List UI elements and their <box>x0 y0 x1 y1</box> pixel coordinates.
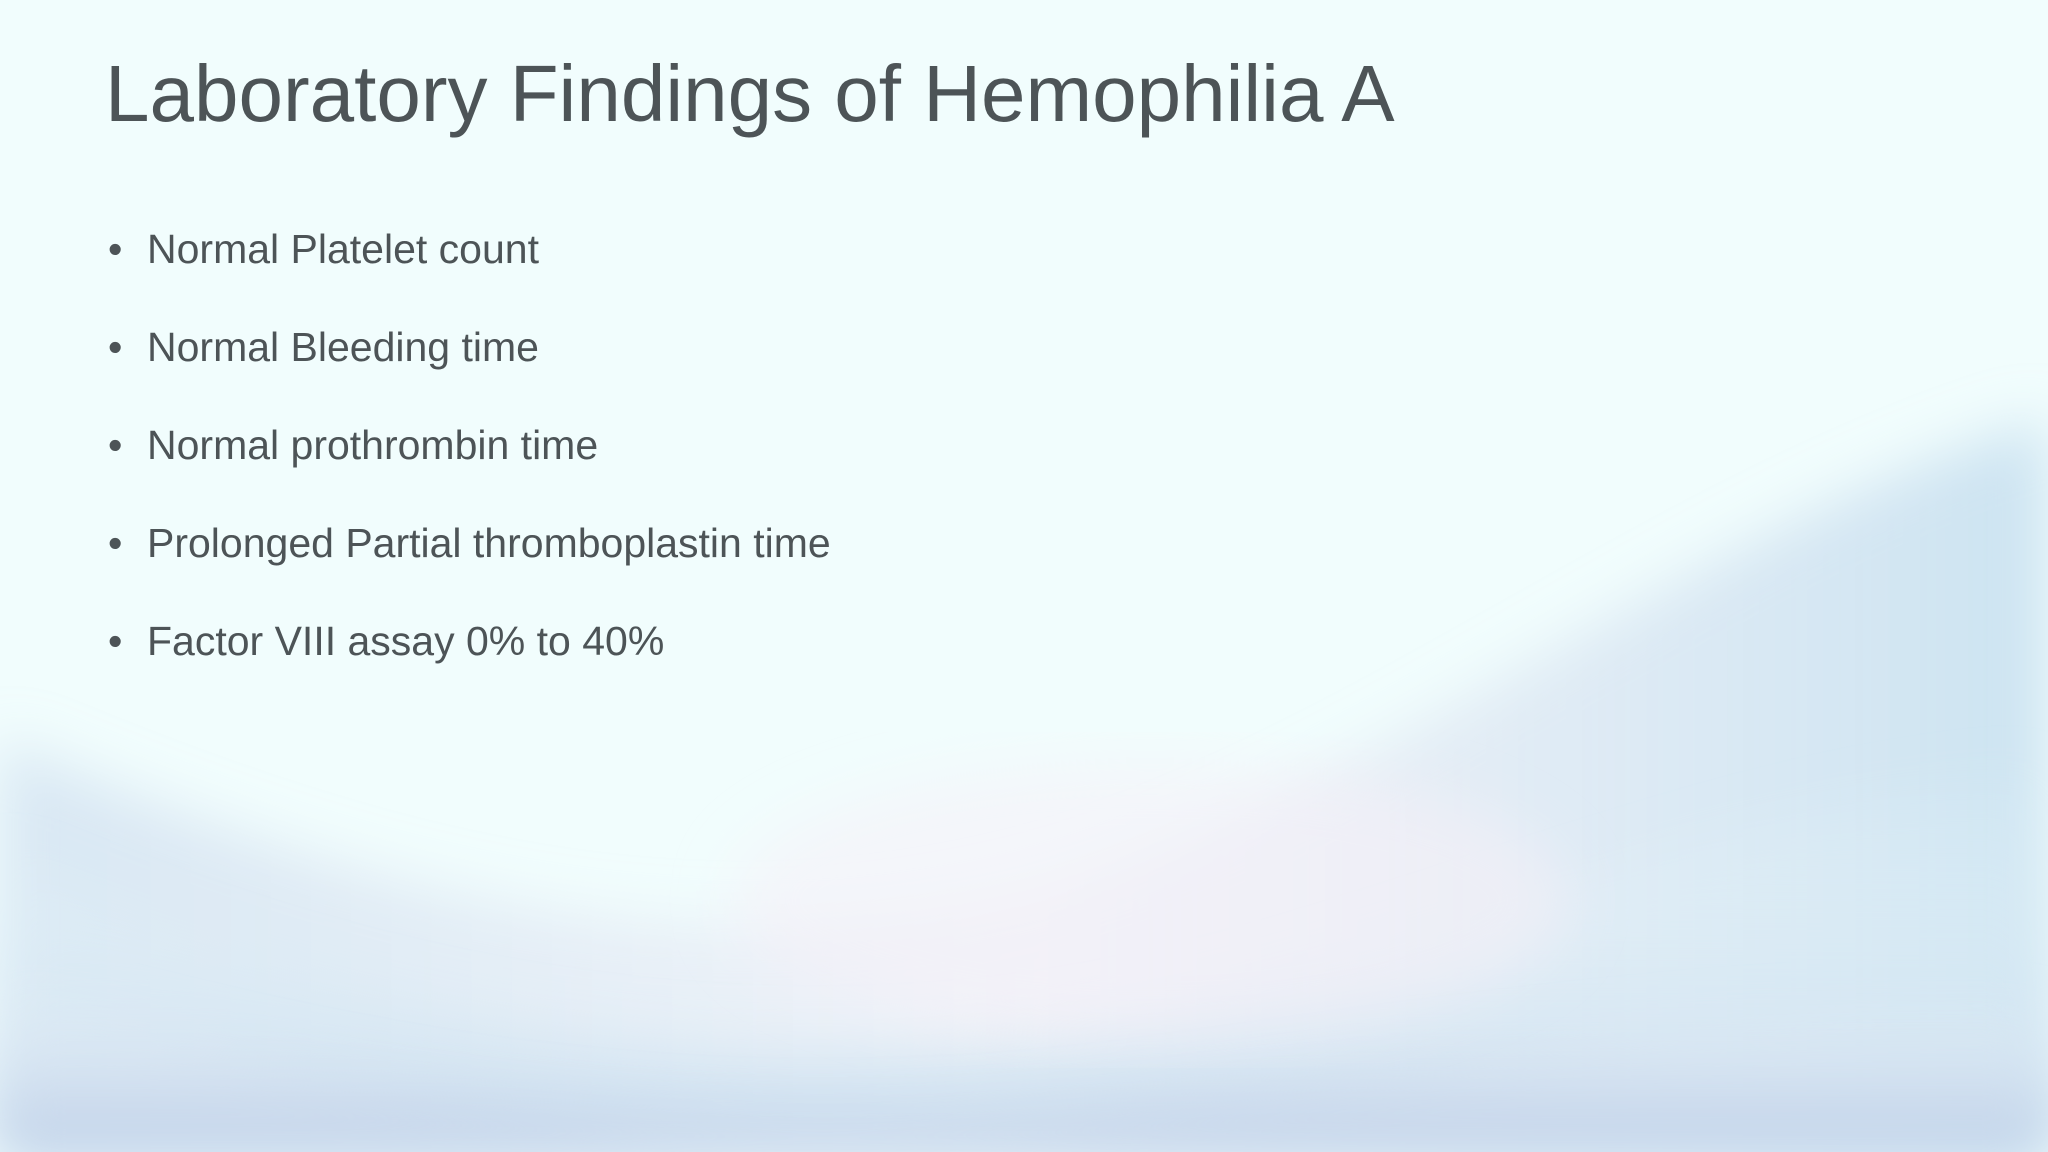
bullet-dot-icon: • <box>108 618 123 664</box>
wave-highlight <box>730 760 1570 1040</box>
bullet-dot-icon: • <box>108 520 123 566</box>
bullet-text: Factor VIII assay 0% to 40% <box>147 618 665 664</box>
bullet-text: Normal prothrombin time <box>147 422 599 468</box>
slide-title: Laboratory Findings of Hemophilia A <box>105 49 1395 138</box>
bullet-dot-icon: • <box>108 226 123 272</box>
bullet-text: Normal Bleeding time <box>147 324 539 370</box>
bullet-dot-icon: • <box>108 422 123 468</box>
bullet-text: Prolonged Partial thromboplastin time <box>147 520 831 566</box>
bullet-dot-icon: • <box>108 324 123 370</box>
bullet-text: Normal Platelet count <box>147 226 539 272</box>
